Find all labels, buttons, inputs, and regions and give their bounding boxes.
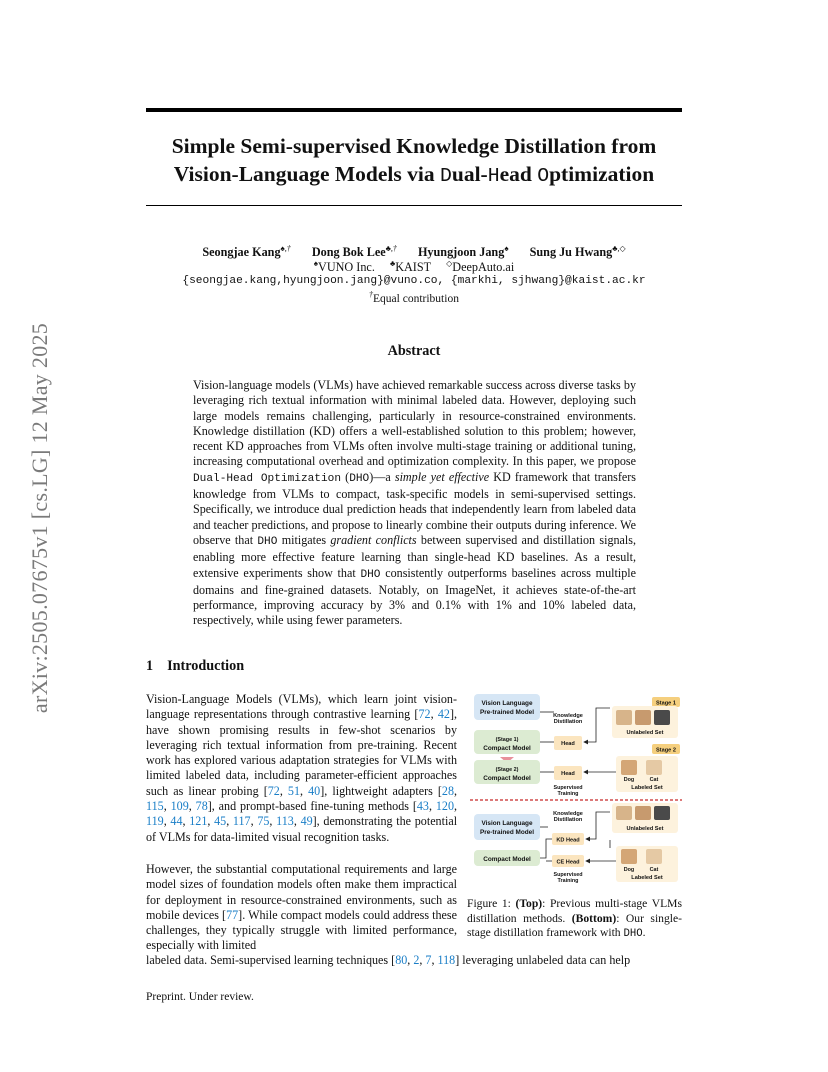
head-label: Head: [561, 771, 575, 777]
dog-label: Dog: [623, 867, 635, 873]
citation-link[interactable]: 80: [395, 953, 408, 967]
title-bottom-rule: [146, 205, 682, 206]
citation-link[interactable]: 78: [195, 799, 208, 814]
title-top-rule: [146, 108, 682, 112]
citation-link[interactable]: 121: [189, 814, 208, 829]
kd-label: Distillation: [553, 817, 583, 823]
citation-link[interactable]: 119: [146, 814, 164, 829]
compact-label: Compact Model: [483, 745, 531, 752]
citation-link[interactable]: 2: [413, 953, 420, 967]
author: Hyungjoon Jang♠: [417, 244, 509, 260]
figure-1-diagram: [468, 692, 684, 888]
unlabeled-set-label: Unlabeled Set: [626, 826, 664, 832]
citation-link[interactable]: 113: [276, 814, 294, 829]
citation-link[interactable]: 117: [232, 814, 251, 829]
citation-link[interactable]: 40: [308, 783, 321, 798]
stage1-badge-label: Stage 1: [656, 700, 676, 707]
image-thumbnails: [616, 710, 670, 725]
intro-paragraph-2-continued: labeled data. Semi-supervised learning techniques [80, 2, 7, 118] leveraging unlabeled data can help: [146, 953, 631, 967]
citation-link[interactable]: 115: [146, 799, 164, 814]
footer-note: Preprint. Under review.: [146, 991, 254, 1003]
ce-head-label: CE Head: [556, 859, 580, 866]
citation-link[interactable]: 118: [437, 953, 456, 967]
section-heading-introduction: 1 Introduction: [146, 658, 245, 674]
stage2-badge-label: Stage 2: [656, 747, 676, 754]
cat-label: Cat: [649, 777, 659, 783]
vlm-label: Pre-trained Model: [480, 829, 534, 836]
kd-label: Knowledge: [553, 811, 583, 817]
kd-head-label: KD Head: [556, 837, 580, 844]
citation-link[interactable]: 7: [425, 953, 432, 967]
unlabeled-set-label: Unlabeled Set: [626, 730, 664, 736]
compact-label: Compact Model: [483, 775, 531, 782]
citation-link[interactable]: 109: [170, 799, 189, 814]
figure-1-caption: Figure 1: (Top): Previous multi-stage VLMs distillation methods. (Bottom): Our single-stage distillation framework with DHO.: [467, 897, 682, 941]
arxiv-identifier: arXiv:2505.07675v1 [cs.LG] 12 May 2025: [27, 322, 52, 714]
connector: [540, 839, 552, 858]
author-list: [146, 244, 682, 260]
author: Seongjae Kang♠,†: [202, 244, 291, 260]
citation-link[interactable]: 51: [287, 783, 301, 798]
abstract-heading: Abstract: [387, 343, 441, 359]
image-thumbnails: [616, 806, 670, 820]
stage-tag: (Stage 2): [495, 767, 519, 773]
kd-label: Knowledge: [553, 713, 583, 719]
paper-title: Simple Semi-supervised Knowledge Distillation from Vision-Language Models via Dual-Head Optimization: [171, 134, 657, 187]
stage-tag: (Stage 1): [495, 737, 519, 743]
citation-link[interactable]: 120: [435, 799, 455, 814]
supervised-label: Supervised: [553, 872, 583, 878]
vlm-label: Pre-trained Model: [480, 709, 534, 716]
citation-link[interactable]: 42: [437, 707, 450, 722]
affiliation: ◇DeepAuto.ai: [446, 259, 515, 275]
vlm-label: Vision Language: [481, 700, 533, 707]
kd-arrow: [584, 708, 610, 742]
citation-link[interactable]: 75: [257, 814, 270, 829]
citation-link[interactable]: 77: [226, 907, 239, 922]
kd-arrow: [586, 812, 610, 839]
cat-label: Cat: [649, 867, 659, 873]
citation-link[interactable]: 43: [416, 799, 429, 814]
author: Sung Ju Hwang♣,◇: [529, 244, 626, 260]
vlm-label: Vision Language: [481, 820, 533, 827]
citation-link[interactable]: 49: [300, 814, 313, 829]
abstract-body: Vision-language models (VLMs) have achieved remarkable success across diverse tasks by leveraging rich textual information with minimal labeled data. However, deploying such large models remains challenging, particularly in resource-constrained environments. Knowledge distillation (KD) offers a well-established solution to this problem; however, recent KD approaches from VLMs often involve multi-stage training or additional tuning, increasing computational overhead and optimization complexity. In this paper, we propose Dual-Head Optimization (DHO)—a simple yet effective KD framework that transfers knowledge from VLMs to compact, task-specific models in semi-supervised settings. Specifically, we introduce dual prediction heads that independently learn from labeled data and teacher predictions, and propose to linearly combine their outputs during inference. We observe that DHO mitigates gradient conflicts between supervised and distillation signals, enabling more effective feature learning than single-head KD baselines. As a result, extensive experiments show that DHO consistently outperforms baselines across multiple domains and fine-grained datasets. Notably, on ImageNet, it achieves state-of-the-art performance, improving accuracy by 3% and 0.1% with 1% and 10% labeled data, respectively, while using fewer parameters.: [193, 378, 636, 628]
labeled-set-label: Labeled Set: [631, 875, 663, 881]
dog-label: Dog: [623, 777, 635, 783]
intro-paragraph-1: Vision-Language Models (VLMs), which learn joint vision-language representations through contrastive learning [72, 42], have shown promising results in few-shot scenarios by leveraging rich textual information from pre-training. Recent work has explored various adaptation strategies for VLMs with limited labeled data, including parameter-efficient approaches such as linear probing [72, 51, 40], lightweight adapters [28, 115, 109, 78], and prompt-based fine-tuning methods [43, 120, 119, 44, 121, 45, 117, 75, 113, 49], demonstrating the potential of VLMs for data-limited visual recognition tasks.: [146, 692, 458, 844]
labeled-set-label: Labeled Set: [631, 785, 663, 791]
equal-contribution-note: †Equal contribution: [369, 290, 459, 305]
supervised-label: Training: [557, 791, 579, 797]
affiliation: ♠VUNO Inc.: [313, 259, 375, 275]
author-emails: {seongjae.kang,hyungjoon.jang}@vuno.co, {markhi, sjhwang}@kaist.ac.kr: [182, 275, 646, 287]
kd-label: Distillation: [553, 719, 583, 725]
vlm-box-bottom: [474, 814, 540, 840]
citation-link[interactable]: 28: [441, 783, 454, 798]
head-label: Head: [561, 741, 575, 747]
vlm-box-top: [474, 694, 540, 720]
supervised-label: Training: [557, 878, 579, 884]
compact-label: Compact Model: [483, 856, 531, 863]
affiliation: ♣KAIST: [389, 259, 432, 275]
citation-link[interactable]: 45: [214, 814, 227, 829]
citation-link[interactable]: 44: [170, 814, 183, 829]
author: Dong Bok Lee♣,†: [311, 244, 397, 260]
intro-paragraph-2: However, the substantial computational requirements and large model sizes of foundation models often make them impractical for deployment in resource-constrained environments, such as mobile devices [77]. While compact models could address these challenges, they typically struggle with limited performance, especially with limited: [146, 862, 457, 953]
affiliations: [146, 259, 682, 275]
supervised-label: Supervised: [553, 785, 583, 791]
citation-link[interactable]: 72: [418, 707, 431, 722]
citation-link[interactable]: 72: [267, 783, 280, 798]
